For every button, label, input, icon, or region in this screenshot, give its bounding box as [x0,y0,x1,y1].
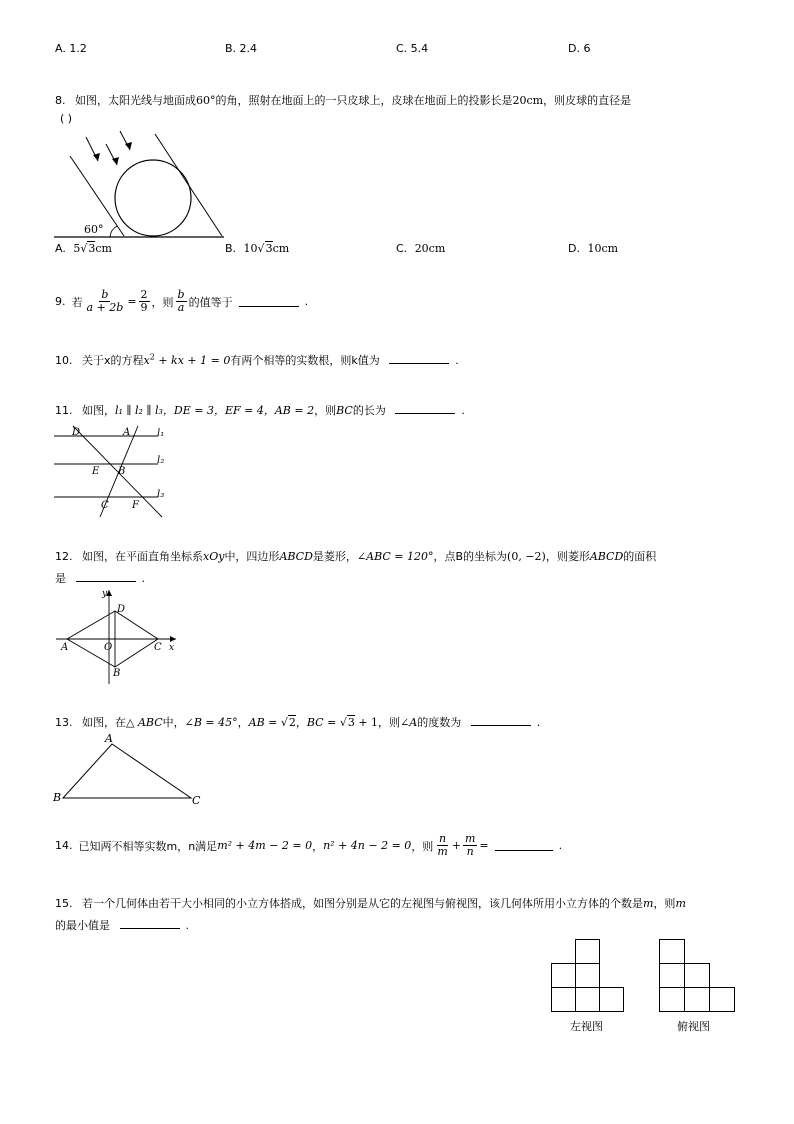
q14-number: 14. [55,839,73,853]
q8-option-b: B. 10√3cm [225,242,290,255]
svg-text:O: O [104,642,113,653]
q15-stem-line2: 的最小值是 . [55,919,189,932]
q7-option-a: A. 1.2 [55,42,87,55]
svg-text:C: C [101,500,109,511]
svg-text:A: A [61,642,69,653]
q15-answer-blank[interactable] [120,919,180,929]
q13-answer-blank[interactable] [471,716,531,726]
svg-text:l₃: l₃ [157,489,165,500]
q10-number: 10. [55,354,73,367]
svg-text:A: A [105,732,113,745]
q12-stem: 12. 如图，在平面直角坐标系xOy中，四边形ABCD是菱形，∠ABC = 120°，点B的坐标为(0, −2)，则菱形ABCD的面积 [55,550,657,563]
q14-answer-blank[interactable] [495,841,553,851]
q13-figure [52,732,212,812]
q9-stem: 9. 若 $\frac{b}{a + 2b}$ = $\frac{2}{9}$ ，则 $\frac{b}{a}$ 的值等于 . [55,288,309,315]
q11-answer-blank[interactable] [395,404,455,414]
q11-stem: 11. 如图，l₁ ∥ l₂ ∥ l₃，DE = 3，EF = 4，AB = 2，则BC的长为 . [55,404,465,417]
svg-text:l₁: l₁ [157,428,165,439]
q13-stem: 13. 如图，在△ ABC中，∠B = 45°，AB = √2，BC = √3 + 1，则∠A的度数为 . [55,716,541,729]
svg-text:l₂: l₂ [157,455,165,466]
svg-text:B: B [53,791,62,804]
q12-stem-line2: 是 . [55,572,145,585]
q8-figure [50,130,230,242]
q14-fraction-n-over-m: $\frac{n}{m}$ [437,832,448,859]
q14-stem: 14. 已知两不相等实数m，n满足 m² + 4m − 2 = 0 ， n² + 4n − 2 = 0 ，则 $\frac{n}{m}$ + $\frac{m}{n}$ = . [55,832,563,859]
q8-option-c: C. 20cm [396,242,446,255]
svg-text:B: B [118,466,126,477]
svg-text:F: F [132,500,139,511]
q11-number: 11. [55,404,73,417]
svg-text:D: D [117,604,126,615]
q10-answer-blank[interactable] [389,354,449,364]
q15-stem: 15. 若一个几何体由若干大小相同的小立方体搭成，如图分别是从它的左视图与俯视图，该几何体所用小立方体的个数是m，则m [55,897,686,910]
q15-top-view-caption: 俯视图 [677,1020,710,1033]
svg-text:B: B [113,668,121,679]
svg-text:y: y [102,589,108,599]
q14-fraction-m-over-n: $\frac{m}{n}$ [464,832,476,859]
q11-figure [52,424,172,518]
q9-query-fraction: $\frac{b}{a}$ [177,288,185,315]
svg-text:C: C [192,794,201,807]
q9-number: 9. [55,295,66,309]
q9-rhs-fraction: $\frac{2}{9}$ [140,288,148,315]
q12-figure [52,586,182,686]
q7-option-b: B. 2.4 [225,42,258,55]
q12-answer-blank[interactable] [76,572,136,582]
q13-number: 13. [55,716,73,729]
q7-option-c: C. 5.4 [396,42,429,55]
q10-stem: 10. 关于x的方程$x^2$ + kx + 1 = 0有两个相等的实数根，则k值为 . [55,352,459,367]
q8-option-a: A. 5√3cm [55,242,112,255]
q7-option-d: D. 6 [568,42,591,55]
svg-text:E: E [92,466,100,477]
q8-option-d: D. 10cm [568,242,619,255]
svg-text:C: C [154,642,162,653]
svg-text:x: x [169,643,175,653]
q15-left-view-caption: 左视图 [570,1020,603,1033]
q15-top-view [659,939,737,1013]
q9-answer-blank[interactable] [239,297,299,307]
q9-lhs-fraction: $\frac{b}{a + 2b}$ [86,288,124,315]
q8-angle-label: 60° [84,223,104,236]
q8-stem: 8. 如图，太阳光线与地面成60°的角，照射在地面上的一只皮球上，皮球在地面上的投影长是20cm，则皮球的直径是 [55,94,632,107]
q8-answer-paren: ( ) [60,112,73,125]
q8-number: 8. [55,94,66,107]
q15-left-view [551,939,625,1013]
q15-number: 15. [55,897,73,910]
svg-text:A: A [123,427,131,438]
svg-text:D: D [72,427,81,438]
q12-number: 12. [55,550,73,563]
